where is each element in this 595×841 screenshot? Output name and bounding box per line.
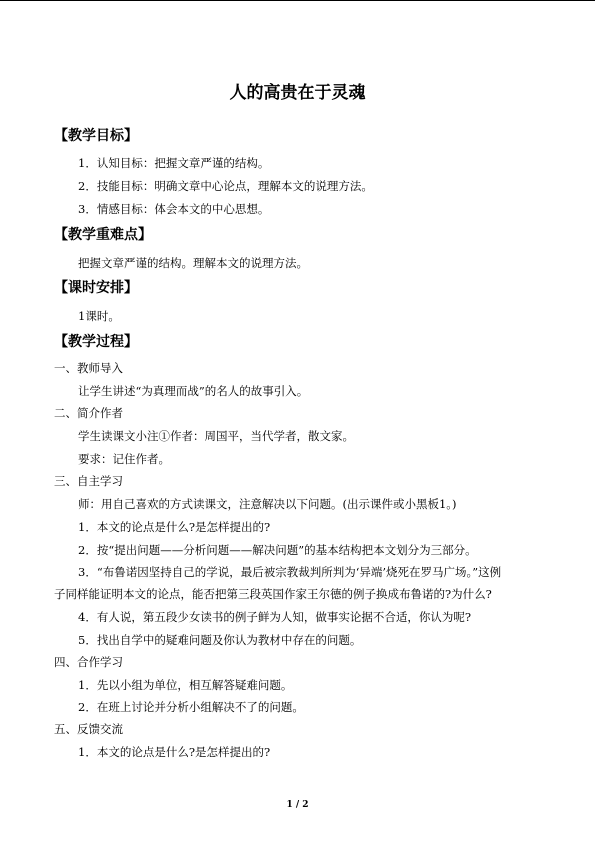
part3-question: 4．有人说，第五段少女读书的例子鲜为人知，做事实论据不合适，你认为呢? [78, 610, 471, 624]
heading-schedule: 【课时安排】 [54, 280, 138, 296]
part1-text: 让学生讲述“为真理而战”的名人的故事引入。 [78, 384, 309, 398]
part4-line: 2．在班上讨论并分析小组解决不了的问题。 [78, 700, 304, 714]
heading-teaching-goals: 【教学目标】 [54, 128, 138, 144]
part5-line: 1．本文的论点是什么?是怎样提出的? [78, 745, 271, 759]
part4-title: 四、合作学习 [54, 655, 123, 669]
part3-title: 三、自主学习 [54, 474, 123, 488]
part2-line: 要求：记住作者。 [78, 452, 170, 466]
page-number: 1 / 2 [286, 800, 309, 810]
part3-question-continued: 子同样能证明本文的论点，能否把第三段英国作家王尔德的例子换成布鲁诺的?为什么? [54, 587, 492, 601]
part3-question: 5．找出自学中的疑难问题及你认为教材中存在的问题。 [78, 633, 362, 647]
part3-intro: 师：用自己喜欢的方式读课文，注意解决以下问题。(出示课件或小黑板1。) [78, 497, 457, 511]
goal-item: 3．情感目标：体会本文的中心思想。 [78, 202, 270, 216]
part2-title: 二、简介作者 [54, 406, 123, 420]
part3-question: 3．“布鲁诺因坚持自己的学说，最后被宗教裁判所判为‘异端’烧死在罗马广场。”这例 [78, 565, 502, 579]
goal-item: 2．技能目标：明确文章中心论点，理解本文的说理方法。 [78, 179, 373, 193]
document-title: 人的高贵在于灵魂 [229, 83, 366, 103]
heading-process: 【教学过程】 [54, 334, 138, 350]
top-border-line [0, 0, 595, 1]
part3-question: 1．本文的论点是什么?是怎样提出的? [78, 520, 271, 534]
part2-line: 学生读课文小注①作者：周国平，当代学者，散文家。 [78, 429, 354, 443]
part5-title: 五、反馈交流 [54, 722, 123, 736]
schedule-text: 1课时。 [78, 309, 120, 323]
part4-line: 1．先以小组为单位，相互解答疑难问题。 [78, 678, 293, 692]
goal-item: 1．认知目标：把握文章严谨的结构。 [78, 156, 270, 170]
part1-title: 一、教师导入 [54, 361, 123, 375]
part3-question: 2．按“提出问题——分析问题——解决问题”的基本结构把本文划分为三部分。 [78, 543, 477, 557]
heading-key-points: 【教学重难点】 [54, 227, 152, 243]
key-points-text: 把握文章严谨的结构。理解本文的说理方法。 [78, 256, 308, 270]
